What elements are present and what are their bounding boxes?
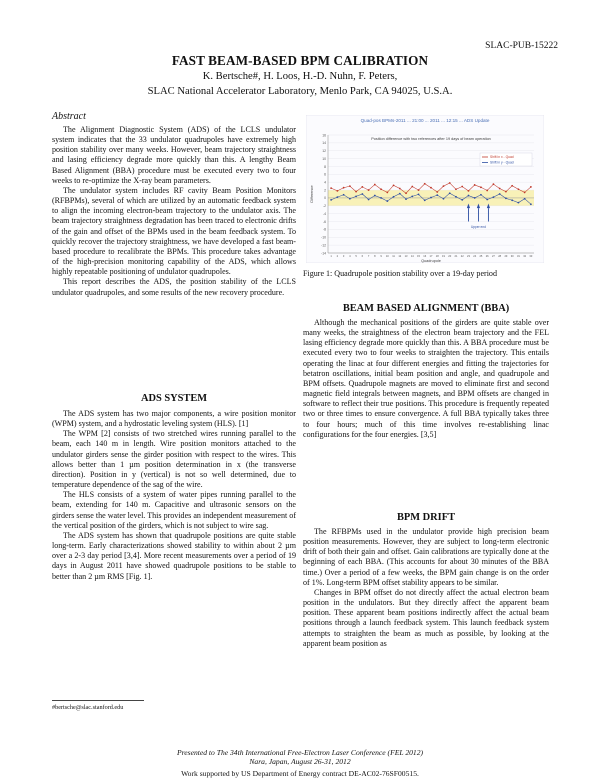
data-point — [349, 198, 351, 200]
abstract-body — [52, 125, 296, 298]
x-tick-label: 19 — [442, 255, 445, 258]
data-point — [336, 190, 338, 192]
abstract-paragraph: This report describes the ADS, the position stability of the LCLS undulator quadrupoles, and some results of the new recovery procedure. — [52, 277, 296, 297]
data-point — [524, 192, 526, 194]
x-axis-label: Quadrupole — [421, 259, 441, 263]
bpm-paragraph: The RFBPMs used in the undulator provide high precision beam position measurements. However, they are subject to long-term electronic drift of both their gain and offset. Gain calibrations are typically done at the beginning of each BBA. (This accounts for about 30 minutes of the BBA time.) Over a period of a few weeks, the BPM gain change is on the order of 1%. Long-term BPM offset stability appears to be similar. — [303, 527, 549, 587]
data-point — [517, 188, 519, 190]
data-point — [393, 196, 395, 198]
data-point — [386, 192, 388, 194]
data-point — [443, 198, 445, 200]
data-point — [530, 203, 532, 205]
data-point — [411, 195, 413, 197]
data-point — [374, 195, 376, 197]
x-tick-label: 15 — [417, 255, 420, 258]
data-point — [468, 195, 470, 197]
y-tick-label: 16 — [322, 133, 326, 138]
x-tick-label: 4 — [349, 255, 351, 258]
y-tick-label: 2 — [324, 188, 326, 193]
data-point — [349, 185, 351, 187]
data-point — [493, 196, 495, 198]
data-point — [405, 192, 407, 194]
y-axis-label: Difference — [310, 185, 314, 203]
data-point — [430, 197, 432, 199]
ads-section-body — [52, 409, 296, 582]
data-point — [449, 182, 451, 184]
data-point — [330, 199, 332, 201]
section-heading-ads: ADS SYSTEM — [140, 393, 208, 404]
y-tick-label: -4 — [322, 211, 326, 216]
bba-section-body — [303, 318, 549, 440]
data-point — [486, 199, 488, 201]
x-tick-label: 2 — [336, 255, 339, 258]
y-tick-label: -6 — [322, 219, 326, 224]
figure-caption: Figure 1: Quadrupole position stability over a 19-day period — [303, 269, 497, 278]
data-point — [355, 195, 357, 197]
bpm-section-body — [303, 527, 549, 649]
data-point — [524, 198, 526, 200]
data-point — [517, 202, 519, 204]
x-tick-label: 25 — [479, 255, 483, 258]
x-tick-label: 22 — [460, 255, 464, 258]
data-point — [505, 191, 507, 193]
conference-notice — [0, 748, 600, 767]
data-point — [443, 185, 445, 187]
x-tick-label: 6 — [361, 255, 364, 258]
x-tick-label: 3 — [342, 255, 345, 258]
quadrupole-stability-chart — [306, 115, 544, 263]
data-point — [511, 199, 513, 201]
data-point — [399, 188, 401, 190]
data-point — [474, 197, 476, 199]
x-tick-label: 33 — [529, 255, 533, 258]
ads-paragraph: The ADS system has shown that quadrupole positions are quite stable long-term. Early characterizations showed stability to within about 2 µm over a 2-3 day period [3,4]. More recent measurements over a period of 19 days in August 2011 have showed quadrupole positions to be stable to better than 2 µm RMS [Fig. 1]. — [52, 530, 296, 581]
report-number: SLAC-PUB-15222 — [485, 41, 558, 51]
x-tick-label: 17 — [429, 255, 433, 258]
data-point — [505, 197, 507, 199]
data-point — [368, 189, 370, 191]
y-tick-label: -12 — [321, 243, 326, 248]
bba-paragraph: Although the mechanical positions of the girders are quite stable over many weeks, the straightness of the electron beam trajectory and the FEL lasing efficiency degrade more quickly than this. A BBA procedure must be executed every two to four weeks to straighten the trajectory. This entails operating the linac at four different energies and fitting the trajectories for betatron oscillations, initial beam position and angle, and quadrupole and BPM offsets. Quadrupole magnets are moved to eliminate first and second magnetic field integrals between magnets, and BPM offsets are changed in software to reflect their true positions. This procedure is frequently repeated two or three times to ensure convergence. A full BBA typically takes three to four hours; much of this time involves re-establishing linac configurations for the four energies. [3,5] — [303, 318, 549, 439]
conference-line: Nara, Japan, August 26-31, 2012 — [249, 757, 351, 767]
y-tick-label: 4 — [324, 180, 326, 185]
data-point — [380, 197, 382, 199]
data-point — [530, 186, 532, 188]
arrow-label: Upper end — [470, 224, 486, 229]
data-point — [386, 200, 388, 202]
x-tick-label: 30 — [510, 255, 514, 258]
x-tick-label: 13 — [404, 255, 408, 258]
data-point — [418, 193, 420, 195]
bpm-paragraph: Changes in BPM offset do not directly affect the actual electron beam position in the undulators. But they directly affect the apparent beam position. These apparent beam positions indirectly affect the actual beam positions through a launch feedback system. This launch feedback system attempts to straighten the beam as much as possible, by looking at the apparent beam position as — [303, 587, 549, 648]
data-point — [399, 193, 401, 195]
data-point — [449, 192, 451, 194]
y-tick-label: 12 — [322, 149, 326, 154]
data-point — [480, 186, 482, 188]
abstract-paragraph: The undulator system includes RF cavity Beam Position Monitors (RFBPMs), several of which are utilized by an automatic feedback system to align the incoming electron-beam trajectory to the undulator axis. The beam trajectory straightness degradation has been traced to electronic drifts of the gain and offset of the BPMs used in the beam feedback system. To quickly recover the trajectory straightness, we have developed a fast beam-based procedure to recalibrate the BPMs. This procedure takes advantage of the high-precision monitoring capability of the ADS, which allows highly repeatable positioning of undulator quadrupoles. — [52, 185, 296, 277]
footnote-rule — [52, 700, 144, 701]
data-point — [374, 184, 376, 186]
data-point — [486, 190, 488, 192]
data-point — [330, 187, 332, 189]
paper-title: FAST BEAM-BASED BPM CALIBRATION — [171, 53, 429, 68]
x-tick-label: 24 — [473, 255, 477, 258]
x-tick-label: 16 — [423, 255, 427, 258]
abstract-paragraph: The Alignment Diagnostic System (ADS) of the LCLS undulator system indicates that the 33 undulator quadrupoles have extremely high position stability over many weeks. However, beam trajectory straightness and lasing efficiency degrade more quickly than this. A lengthy Beam Based Alignment (BBA) procedure must be executed every two to four weeks to re-optimize the X-ray beam parameters. — [52, 125, 296, 185]
data-point — [418, 189, 420, 191]
x-tick-label: 29 — [504, 255, 508, 258]
ads-paragraph: The ADS system has two major components, a wire position monitor (WPM) system, and a hydrostatic leveling system (HLS). [1] — [52, 409, 296, 429]
x-tick-label: 5 — [355, 255, 357, 258]
data-point — [405, 198, 407, 200]
x-tick-label: 1 — [330, 255, 332, 258]
data-point — [411, 186, 413, 188]
x-tick-label: 23 — [467, 255, 470, 258]
y-tick-label: -10 — [321, 235, 326, 240]
data-point — [424, 199, 426, 201]
ads-paragraph: The HLS consists of a system of water pipes running parallel to the beam, extending for 140 m. Capacitive and ultrasonic sensors on the girders sense the water level. This provides an independent measurement of the vertical position of the girders, which is not subject to wire sag. — [52, 490, 296, 530]
data-point — [430, 187, 432, 189]
data-point — [511, 185, 513, 187]
data-point — [480, 194, 482, 196]
data-point — [343, 194, 345, 196]
data-point — [368, 199, 370, 201]
chart-subtitle: Position difference with two references after 19 days of beam operation — [371, 137, 491, 141]
data-point — [461, 199, 463, 201]
data-point — [468, 190, 470, 192]
affiliation: SLAC National Accelerator Laboratory, Menlo Park, CA 94025, U.S.A. — [147, 86, 453, 97]
x-tick-label: 27 — [491, 255, 495, 258]
section-heading-bpm-drift: BPM DRIFT — [396, 512, 455, 523]
ads-paragraph: The WPM [2] consists of two stretched wires running parallel to the beam, each 140 m in length. Wire position monitors attached to the undulator girders sense the girder position with respect to the wires. This allows better than 1 µm position determination in x (the transverse direction). Position in y (vertical) is not so well determined, due to temperature dependence of the sag of the wire. — [52, 429, 296, 490]
data-point — [436, 191, 438, 193]
chart-title: Quad-pos BPMs-2011 ... 21:00 ... 2011 ... 12:15 ... ADS Update — [360, 118, 490, 123]
data-point — [455, 196, 457, 198]
x-tick-label: 31 — [516, 255, 520, 258]
y-tick-label: -2 — [322, 204, 326, 209]
x-tick-label: 7 — [367, 255, 370, 258]
abstract-heading: Abstract — [52, 111, 86, 122]
data-point — [361, 186, 363, 188]
data-point — [380, 188, 382, 190]
data-point — [436, 194, 438, 196]
y-tick-label: 0 — [324, 196, 326, 201]
x-tick-label: 14 — [410, 255, 414, 258]
y-tick-label: 8 — [324, 164, 326, 169]
y-tick-label: 14 — [322, 141, 326, 146]
legend-entry: Shift in y - Quad — [490, 160, 514, 165]
authors: K. Bertsche#, H. Loos, H.-D. Nuhn, F. Peters, — [202, 71, 398, 82]
data-point — [461, 186, 463, 188]
data-point — [424, 183, 426, 185]
y-tick-label: 10 — [322, 156, 326, 161]
y-tick-label: -8 — [322, 227, 326, 232]
data-point — [336, 196, 338, 198]
x-tick-label: 32 — [523, 255, 527, 258]
conference-line: Presented to The 34th International Free-Electron Laser Conference (FEL 2012) — [176, 748, 424, 757]
x-tick-label: 28 — [498, 255, 502, 258]
data-point — [455, 188, 457, 190]
x-tick-label: 18 — [435, 255, 439, 258]
footnote: #bertsche@slac.stanford.edu — [52, 704, 124, 711]
data-point — [499, 193, 501, 195]
work-support-note: Work supported by US Department of Energy contract DE-AC02-76SF00515. — [181, 769, 419, 778]
x-tick-label: 12 — [398, 255, 402, 258]
x-tick-label: 21 — [454, 255, 458, 258]
y-tick-label: 6 — [324, 172, 326, 177]
legend-entry: Shift in x - Quad — [490, 155, 514, 160]
data-point — [393, 184, 395, 186]
x-tick-label: 9 — [380, 255, 382, 258]
data-point — [361, 193, 363, 195]
data-point — [499, 188, 501, 190]
x-tick-label: 20 — [448, 255, 452, 258]
x-tick-label: 11 — [392, 255, 395, 258]
y-tick-label: -14 — [321, 251, 326, 256]
x-tick-label: 26 — [485, 255, 489, 258]
x-tick-label: 10 — [385, 255, 389, 258]
x-tick-label: 8 — [374, 255, 376, 258]
data-point — [343, 187, 345, 189]
data-point — [474, 184, 476, 186]
data-point — [355, 191, 357, 193]
data-point — [493, 183, 495, 185]
section-heading-bba: BEAM BASED ALIGNMENT (BBA) — [342, 303, 510, 314]
